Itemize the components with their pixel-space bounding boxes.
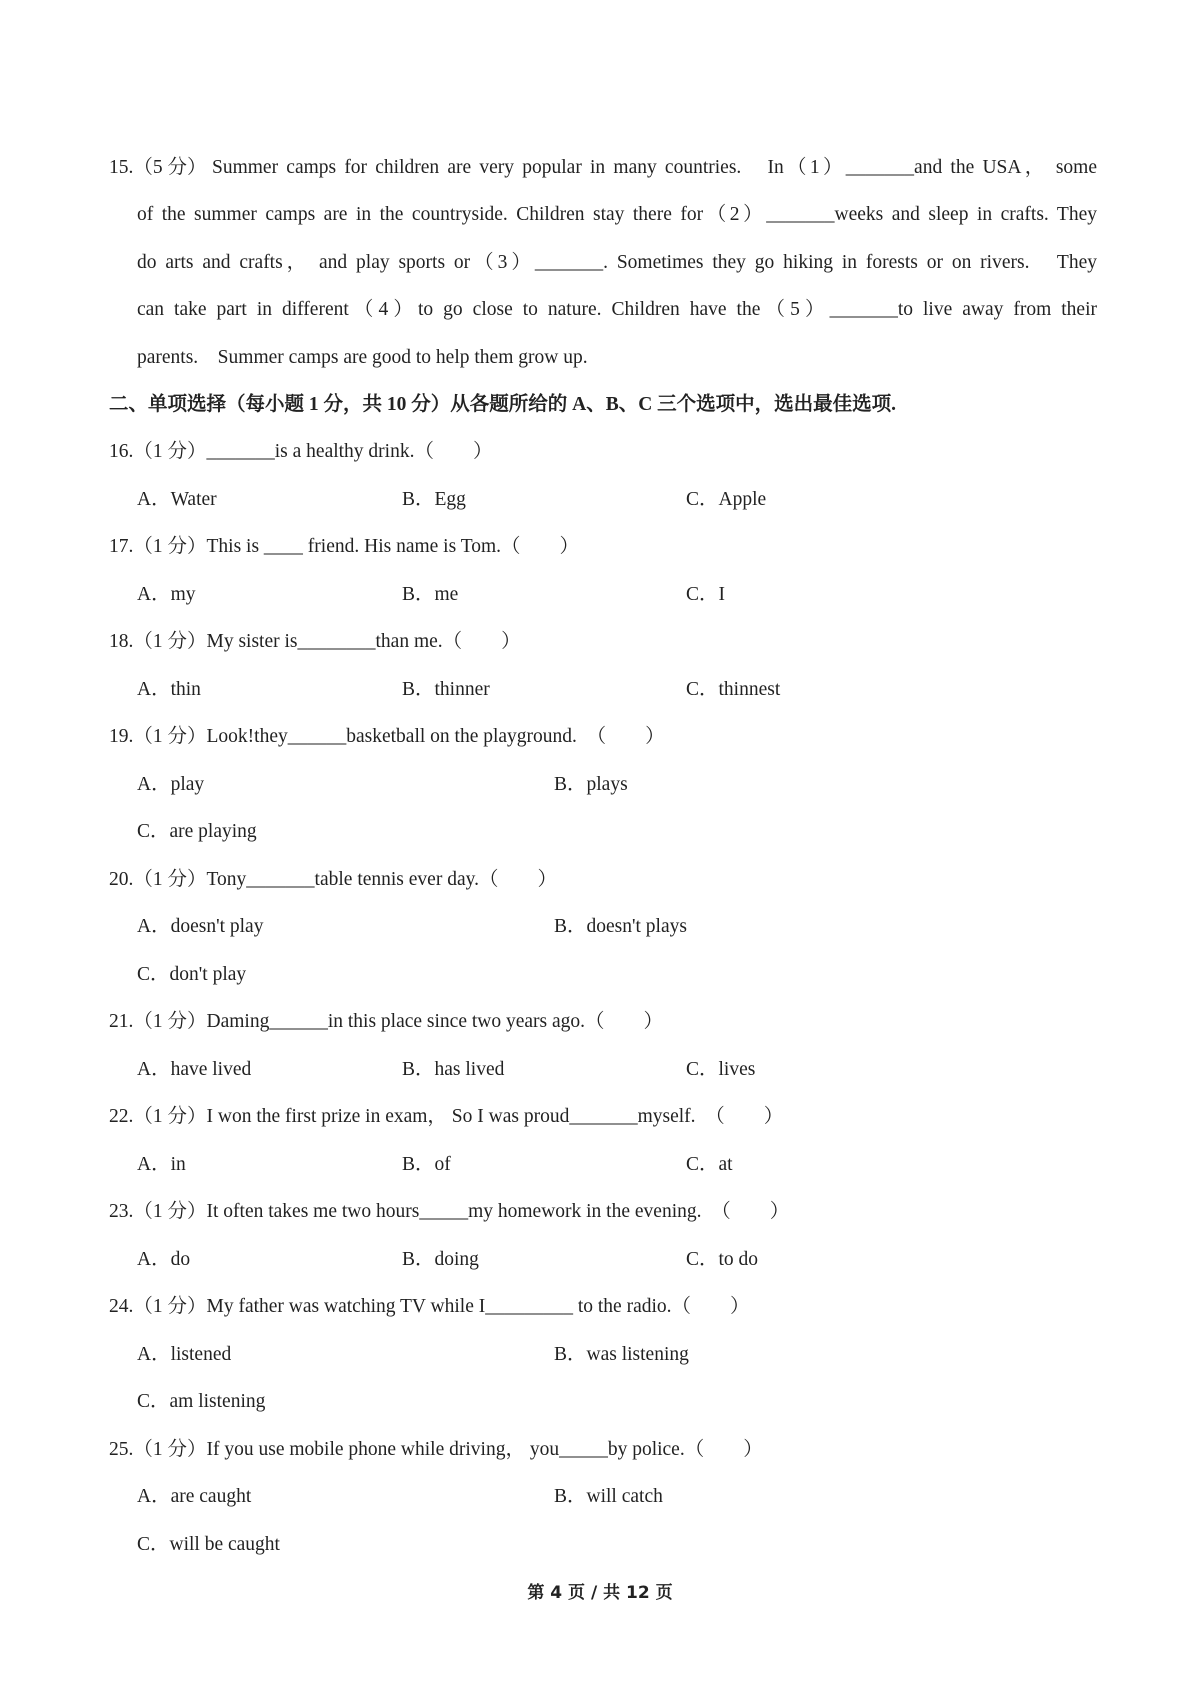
q15-line-2 [0, 191, 1200, 239]
q15-text-5: parents. Summer camps are good to help them grow up. [137, 347, 588, 368]
q20-option-c[interactable]: C．don't play [137, 964, 247, 985]
option-row [0, 1378, 1200, 1426]
option-row [0, 1141, 1200, 1189]
q25-option-b[interactable]: B．will catch [554, 1486, 663, 1507]
q19-option-b[interactable]: B．plays [554, 774, 628, 795]
option-row [0, 1473, 1200, 1521]
q20-option-a[interactable]: A．doesn't play [137, 916, 264, 937]
q23-stem: 23.（1 分）It often takes me two hours_____my homework in the evening. （ ） [109, 1201, 790, 1222]
q24-option-b[interactable]: B．was listening [554, 1344, 689, 1365]
option-row [0, 1331, 1200, 1379]
q18-stem: 18.（1 分）My sister is________than me.（ ） [109, 631, 521, 652]
q16-stem: 16.（1 分）_______is a healthy drink.（ ） [109, 441, 493, 462]
q25-option-a[interactable]: A．are caught [137, 1486, 252, 1507]
q15-number: 15.（5 分） [109, 157, 207, 178]
q19-option-a[interactable]: A．play [137, 774, 205, 795]
option-row [0, 761, 1200, 809]
q15-text-3: do arts and crafts， and play sports or（3）_______. Sometimes they go hiking in forests or on rivers. They [137, 252, 1097, 273]
q24-option-c[interactable]: C．am listening [137, 1391, 266, 1412]
q20-stem: 20.（1 分）Tony_______table tennis ever day.（ ） [109, 869, 557, 890]
q22-option-b[interactable]: B．of [402, 1154, 451, 1175]
q25-option-c[interactable]: C．will be caught [137, 1534, 280, 1555]
q19-option-c[interactable]: C．are playing [137, 821, 257, 842]
option-row [0, 1521, 1200, 1569]
page-footer: 第 4 页 / 共 12 页 [527, 1583, 673, 1603]
question-stem [0, 1426, 1200, 1474]
q17-option-b[interactable]: B．me [402, 584, 459, 605]
q21-option-b[interactable]: B．has lived [402, 1059, 505, 1080]
option-row [0, 476, 1200, 524]
question-stem [0, 856, 1200, 904]
q15-line-1 [0, 144, 1200, 192]
question-stem [0, 1283, 1200, 1331]
section-heading: 二、单项选择（每小题 1 分，共 10 分）从各题所给的 A、B、C 三个选项中，选出最佳选项. [109, 394, 897, 415]
q17-option-c[interactable]: C．I [686, 584, 726, 605]
q18-option-c[interactable]: C．thinnest [686, 679, 781, 700]
question-stem [0, 523, 1200, 571]
q15-line-5 [0, 334, 1200, 382]
q20-option-b[interactable]: B．doesn't plays [554, 916, 687, 937]
q23-option-c[interactable]: C．to do [686, 1249, 759, 1270]
q15-text-1: Summer camps for children are very popular in many countries. In（1）_______and the USA， some [212, 157, 1097, 178]
q22-stem: 22.（1 分）I won the first prize in exam， So I was proud_______myself. （ ） [109, 1106, 784, 1127]
q19-stem: 19.（1 分）Look!they______basketball on the playground. （ ） [109, 726, 665, 747]
q25-stem: 25.（1 分）If you use mobile phone while driving， you_____by police.（ ） [109, 1439, 763, 1460]
q22-option-c[interactable]: C．at [686, 1154, 733, 1175]
question-stem [0, 1093, 1200, 1141]
q22-option-a[interactable]: A．in [137, 1154, 186, 1175]
q21-option-c[interactable]: C．lives [686, 1059, 756, 1080]
question-stem [0, 998, 1200, 1046]
q15-line-3 [0, 239, 1200, 287]
q21-stem: 21.（1 分）Daming______in this place since two years ago.（ ） [109, 1011, 664, 1032]
q16-option-c[interactable]: C．Apple [686, 489, 767, 510]
q18-option-a[interactable]: A．thin [137, 679, 201, 700]
q23-option-b[interactable]: B．doing [402, 1249, 479, 1270]
q15-text-4: can take part in different（4）to go close to nature. Children have the（5）_______to live away from their [137, 299, 1097, 320]
option-row [0, 571, 1200, 619]
option-row [0, 951, 1200, 999]
question-stem [0, 618, 1200, 666]
q24-stem: 24.（1 分）My father was watching TV while I_________ to the radio.（ ） [109, 1296, 750, 1317]
question-stem [0, 428, 1200, 476]
question-stem [0, 713, 1200, 761]
option-row [0, 903, 1200, 951]
q24-option-a[interactable]: A．listened [137, 1344, 232, 1365]
option-row [0, 666, 1200, 714]
q16-option-a[interactable]: A．Water [137, 489, 217, 510]
section-heading-line [0, 381, 1200, 429]
q23-option-a[interactable]: A．do [137, 1249, 191, 1270]
q16-option-b[interactable]: B．Egg [402, 489, 466, 510]
q15-line-4 [0, 286, 1200, 334]
option-row [0, 1046, 1200, 1094]
q18-option-b[interactable]: B．thinner [402, 679, 490, 700]
question-stem [0, 1188, 1200, 1236]
option-row [0, 1236, 1200, 1284]
option-row [0, 808, 1200, 856]
q15-text-2: of the summer camps are in the countryside. Children stay there for（2）_______weeks and sleep in crafts. They [137, 204, 1097, 225]
q21-option-a[interactable]: A．have lived [137, 1059, 252, 1080]
q17-stem: 17.（1 分）This is ____ friend. His name is Tom.（ ） [109, 536, 580, 557]
q17-option-a[interactable]: A．my [137, 584, 196, 605]
